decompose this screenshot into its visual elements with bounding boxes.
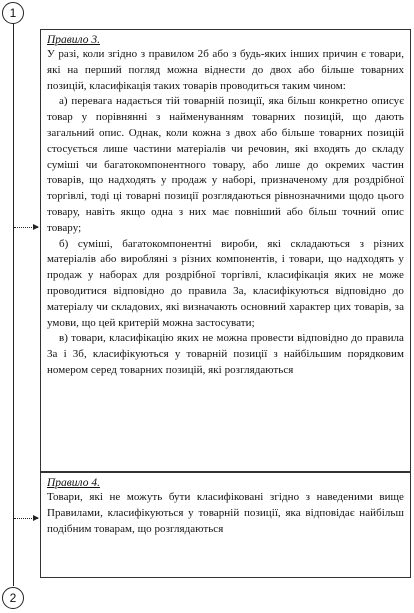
flow-line xyxy=(13,22,14,586)
end-connector-node: 2 xyxy=(2,587,24,609)
rule4-box xyxy=(40,472,411,578)
rule3-item-a: а) перевага надається тій товарній позиції, яка більш конкретно описує товар у порівнянні з найменуванням товарних позицій, що дають загальний опис. Однак, коли кожна з двох або більше товарних позицій стосується лише частини матеріалів чи речовин, які входять до складу суміші чи багатокомпонентного товару, або лише до окремих частин товарів, що надходять у продаж у наборі, призначеному для роздрібної торгівлі, тоді ці товарні позиції розглядаються рівнозначними щодо цього товару, навіть якщо одна з них має повніший або більш точний опис товару; xyxy=(47,95,404,234)
rule4-body xyxy=(47,490,404,537)
rule3-item-b: б) суміші, багатокомпонентні вироби, які складаються з різних матеріалів або виробляні з різних компонентів, і товари, що надходять у продаж у наборах для роздрібної торгівлі, класифікація яких не може проводитися відповідно до правила 3а, класифікуються відповідно до матеріалу чи складових, які визначають основний характер цих товарів, за умови, що цей критерій можна застосувати; xyxy=(47,237,404,329)
arrow-to-rule3 xyxy=(14,227,38,228)
rule3-item-c: в) товари, класифікацію яких не можна провести відповідно до правила 3а і 3б, класифікуються у товарній позиції з найбільшим порядковим номером серед товарних позицій, які розглядаються xyxy=(47,332,404,376)
rule3-body xyxy=(47,47,404,379)
start-connector-node: 1 xyxy=(2,2,24,24)
rule3-intro: У разі, коли згідно з правилом 2б або з будь-яких інших причин є товари, які на перший погляд можна віднести до двох або більше товарних позицій, класифікація таких товарів проводиться таким чином: xyxy=(47,48,404,92)
rule4-title: Правило 4. xyxy=(47,477,100,489)
rule4-text: Товари, які не можуть бути класифіковані згідно з наведеними вище Правилами, класифікуються у товарній позиції, яка відповідає найбільш подібним товарам, що розглядаються xyxy=(47,491,404,535)
arrow-to-rule4 xyxy=(14,518,38,519)
rule3-box xyxy=(40,29,411,472)
rule3-title: Правило 3. xyxy=(47,34,100,46)
